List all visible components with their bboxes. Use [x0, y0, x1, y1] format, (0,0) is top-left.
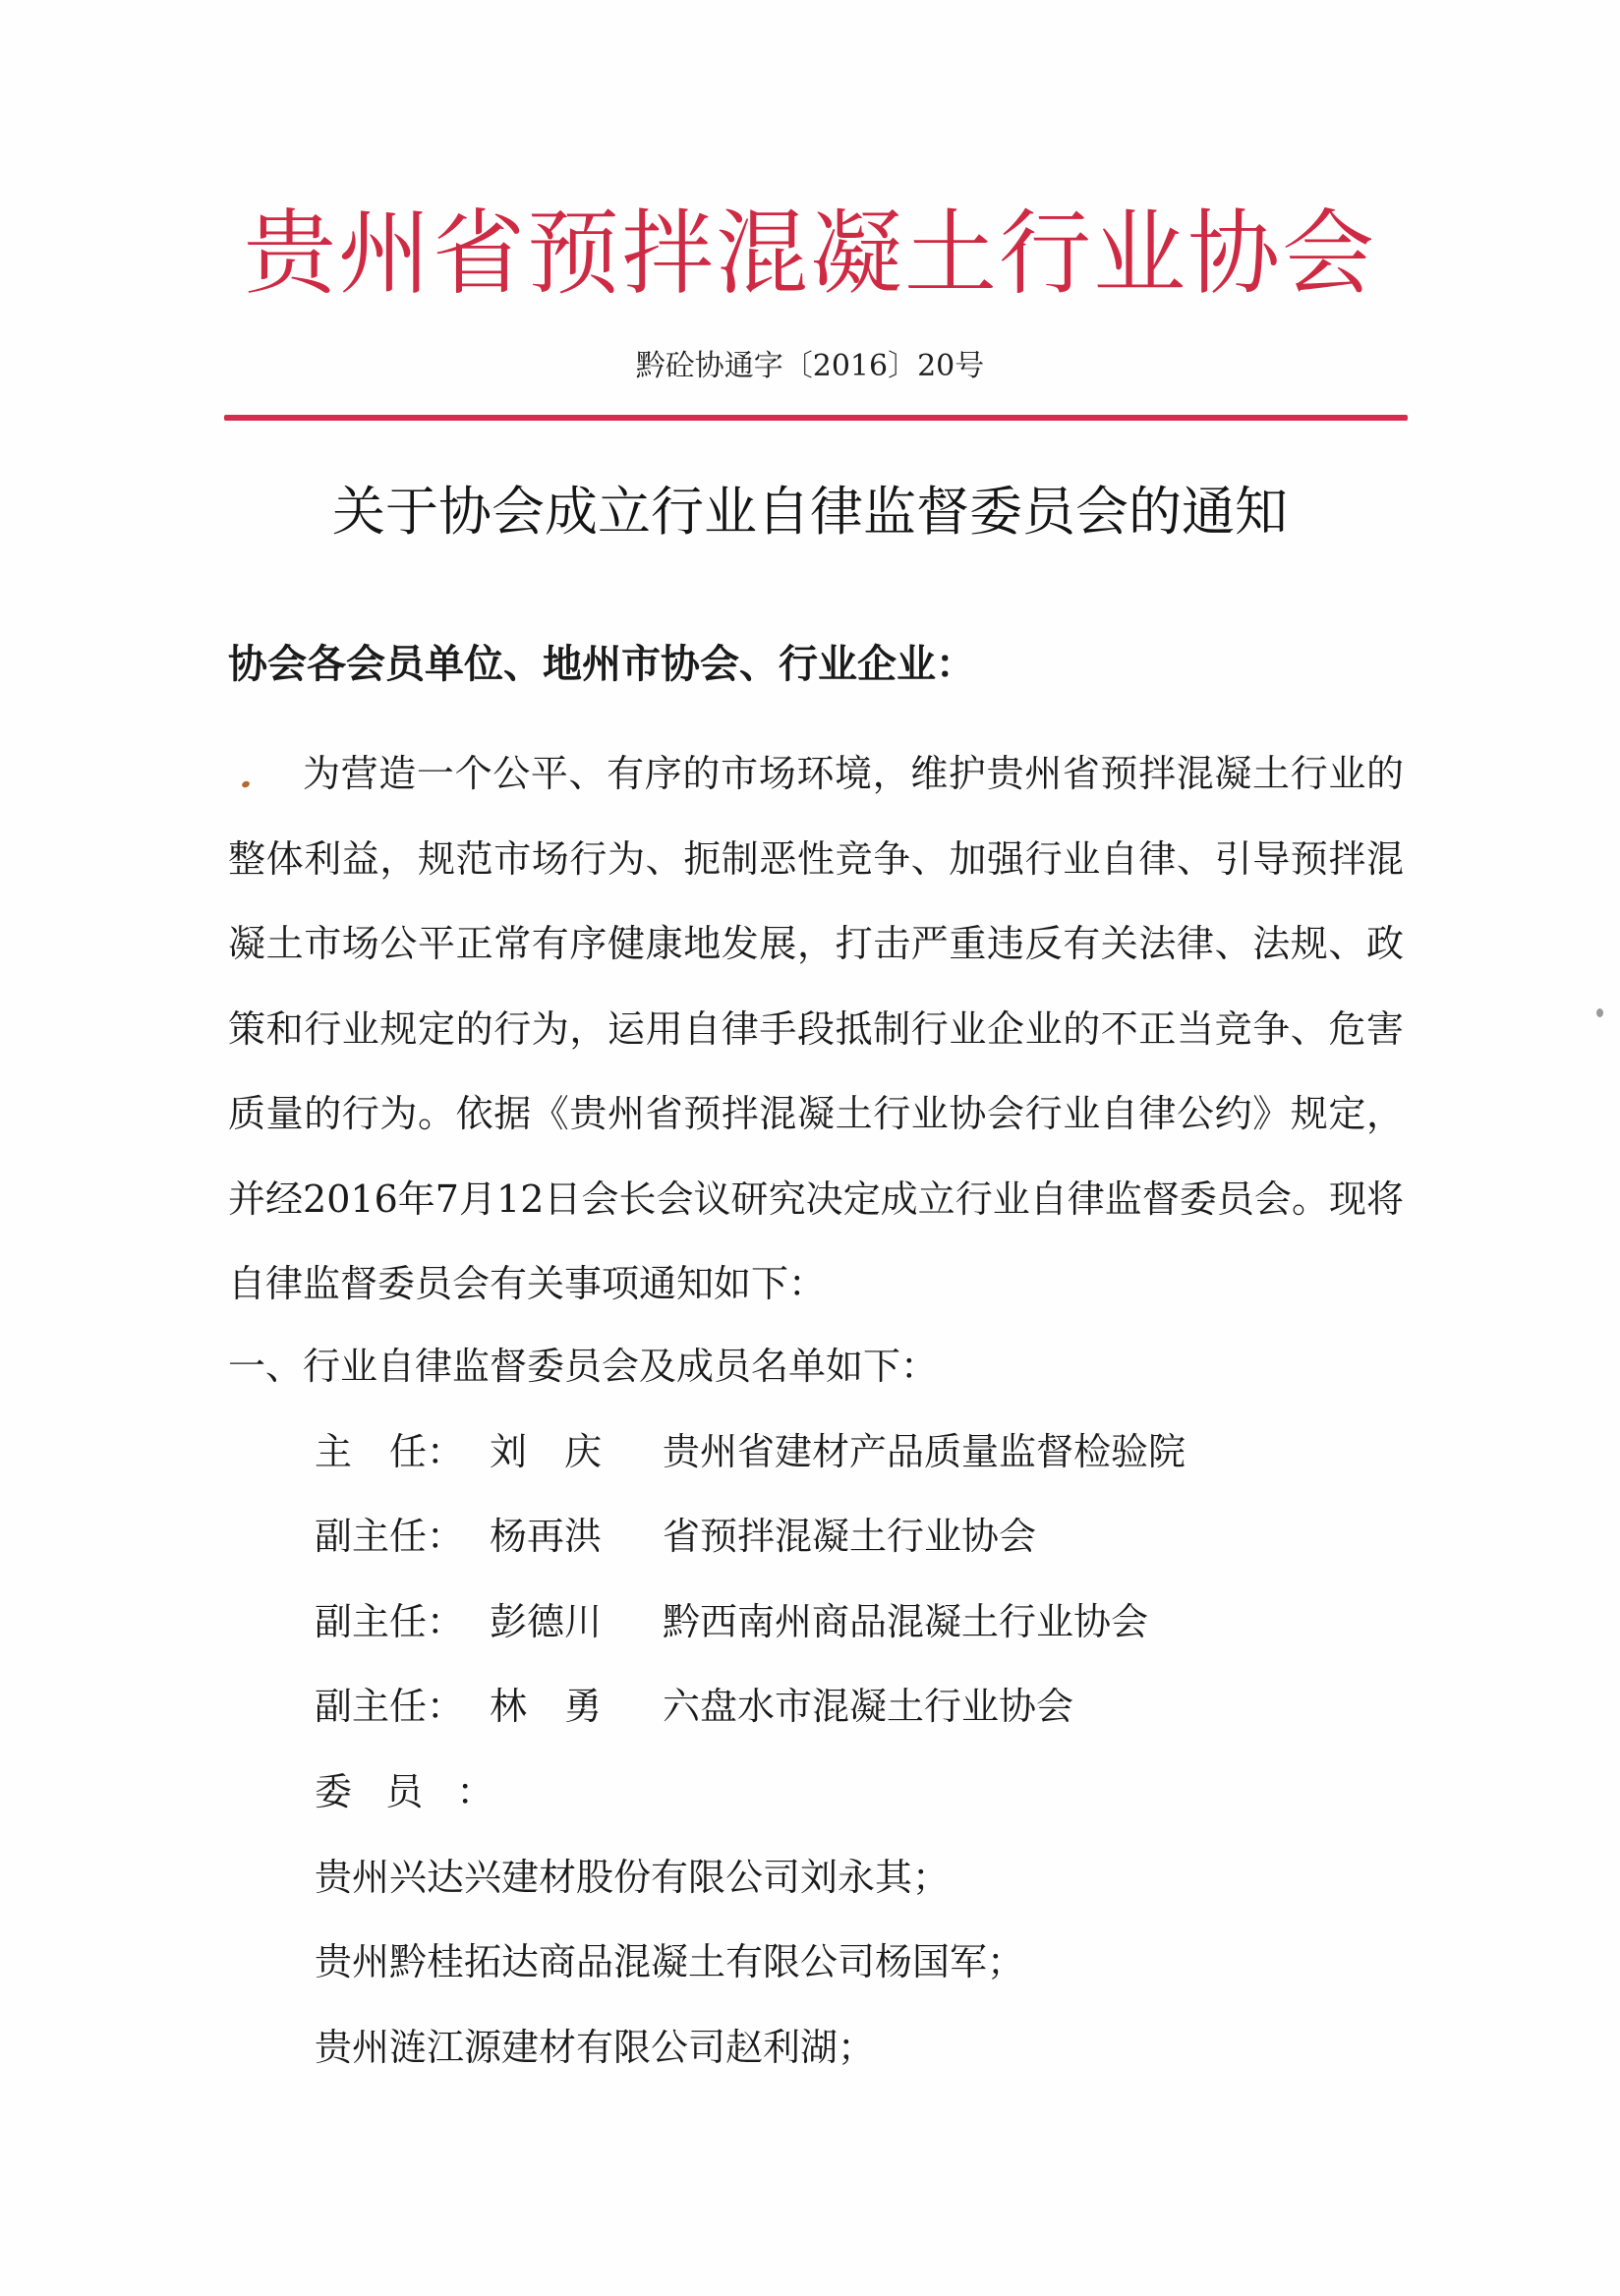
- leadership-name: 林 勇: [490, 1685, 603, 1728]
- scan-speck: [1596, 1008, 1603, 1017]
- leadership-role: 副主任：: [315, 1600, 465, 1643]
- leadership-organization: 贵州省建材产品质量监督检验院: [663, 1430, 1186, 1473]
- leadership-role: 副主任：: [315, 1515, 465, 1558]
- leadership-role: 副主任：: [315, 1685, 465, 1728]
- addressee-line: 协会各会员单位、地州市协会、行业企业：: [228, 642, 975, 687]
- section-one-heading: 一、行业自律监督委员会及成员名单如下：: [228, 1345, 939, 1388]
- committee-members-label: 委员：: [315, 1770, 528, 1813]
- leadership-role: 主 任：: [315, 1430, 465, 1473]
- letterhead-divider: [224, 415, 1408, 421]
- leadership-name: 彭德川: [490, 1600, 603, 1643]
- leadership-organization: 黔西南州商品混凝土行业协会: [663, 1600, 1149, 1643]
- leadership-name: 刘 庆: [490, 1430, 603, 1473]
- notice-title: 关于协会成立行业自律监督委员会的通知: [332, 481, 1288, 543]
- organization-letterhead: 贵州省预拌混凝土行业协会: [243, 201, 1376, 308]
- document-number: 黔砼协通字〔2016〕20号: [635, 349, 985, 383]
- committee-member: 贵州黔桂拓达商品混凝土有限公司杨国军；: [315, 1940, 1025, 1983]
- leadership-organization: 省预拌混凝土行业协会: [663, 1515, 1037, 1558]
- committee-member: 贵州兴达兴建材股份有限公司刘永其；: [315, 1856, 951, 1899]
- leadership-organization: 六盘水市混凝土行业协会: [663, 1685, 1074, 1728]
- committee-member: 贵州涟江源建材有限公司赵利湖；: [315, 2026, 876, 2069]
- leadership-name: 杨再洪: [490, 1515, 603, 1558]
- notice-body-paragraph: 为营造一个公平、有序的市场环境，维护贵州省预拌混凝土行业的整体利益，规范市场行为、扼制恶性竞争、加强行业自律、引导预拌混凝土市场公平正常有序健康地发展，打击严重违反有关法律、法规、政策和行业规定的行为，运用自律手段抵制行业企业的不正当竞争、危害质量的行为。依据《贵州省预拌混凝土行业协会行业自律公约》规定，并经2016年7月12日会长会议研究决定成立行业自律监督委员会。现将自律监督委员会有关事项通知如下：: [228, 752, 1404, 1305]
